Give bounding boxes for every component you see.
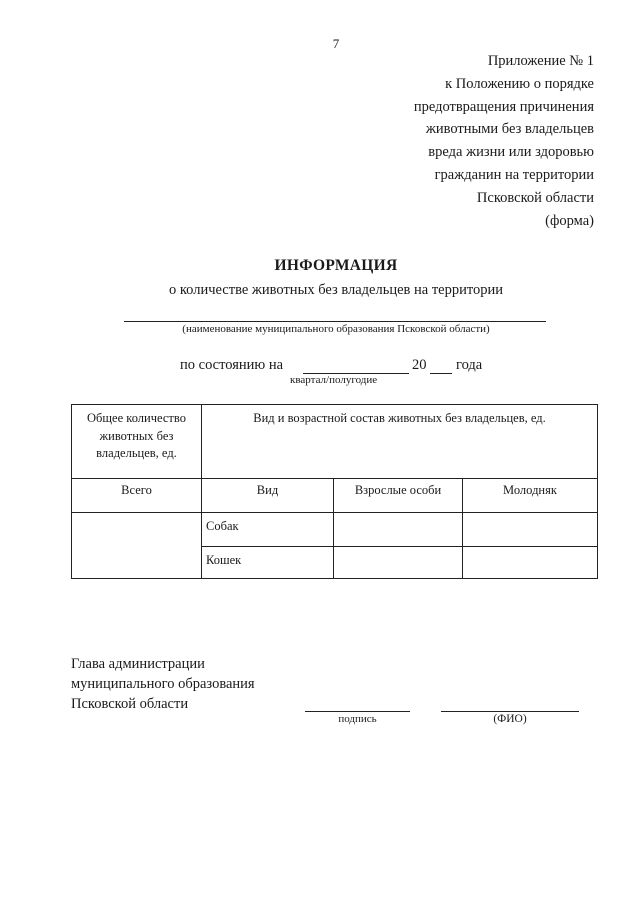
cats-adults-cell[interactable]	[334, 547, 463, 579]
signature-caption: подпись	[338, 713, 377, 725]
document-subtitle: о количестве животных без владельцев на территории	[168, 282, 504, 298]
dogs-young-cell[interactable]	[463, 513, 598, 547]
municipality-blank-line	[124, 321, 546, 322]
column-header-adults: Взрослые особи	[334, 479, 463, 513]
status-date-label: по состоянию на	[180, 357, 284, 373]
signer-title-line: Псковской области	[71, 696, 189, 712]
breakdown-header: Вид и возрастной состав животных без владельцев, ед.	[202, 405, 598, 479]
total-count-header	[72, 405, 202, 479]
column-header-total: Всего	[72, 479, 202, 513]
document-title: ИНФОРМАЦИЯ	[274, 257, 398, 274]
dogs-adults-cell[interactable]	[334, 513, 463, 547]
full-name-blank-line[interactable]	[441, 711, 579, 712]
species-cats: Кошек	[202, 547, 334, 579]
appendix-line: животными без владельцев	[425, 121, 594, 138]
signer-title-line: муниципального образования	[71, 676, 255, 692]
total-count-header-line: животных без	[99, 428, 174, 443]
status-year-prefix: 20	[412, 357, 427, 373]
status-period-caption: квартал/полугодие	[290, 374, 378, 386]
column-header-species: Вид	[202, 479, 334, 513]
municipality-caption: (наименование муниципального образования Псковской области)	[182, 323, 490, 335]
animals-form-table	[71, 404, 598, 579]
appendix-header	[414, 50, 594, 232]
appendix-line: гражданин на территории	[434, 166, 594, 183]
status-year-blank	[430, 373, 452, 374]
appendix-line: к Положению о порядке	[445, 75, 594, 92]
appendix-line: Приложение № 1	[487, 53, 594, 69]
cats-young-cell[interactable]	[463, 547, 598, 579]
page-number: 7	[332, 36, 340, 51]
total-count-header-line: владельцев, ед.	[96, 446, 177, 460]
column-header-young: Молодняк	[463, 479, 598, 513]
table-row	[72, 513, 598, 547]
appendix-line: вреда жизни или здоровью	[428, 144, 594, 161]
table-header-row	[72, 405, 598, 479]
total-count-header-line: Общее количество	[87, 411, 186, 425]
appendix-form-label: (форма)	[545, 212, 594, 229]
status-year-suffix: года	[456, 357, 483, 373]
appendix-line: предотвращения причинения	[413, 98, 594, 115]
table-subheader-row	[72, 479, 598, 513]
signature-block	[71, 654, 255, 714]
signature-blank-line[interactable]	[305, 711, 410, 712]
total-value-cell[interactable]	[72, 513, 202, 579]
species-dogs: Собак	[202, 513, 334, 547]
signer-title-line: Глава администрации	[71, 656, 205, 672]
appendix-line: Псковской области	[476, 189, 594, 206]
full-name-caption: (ФИО)	[493, 713, 527, 725]
